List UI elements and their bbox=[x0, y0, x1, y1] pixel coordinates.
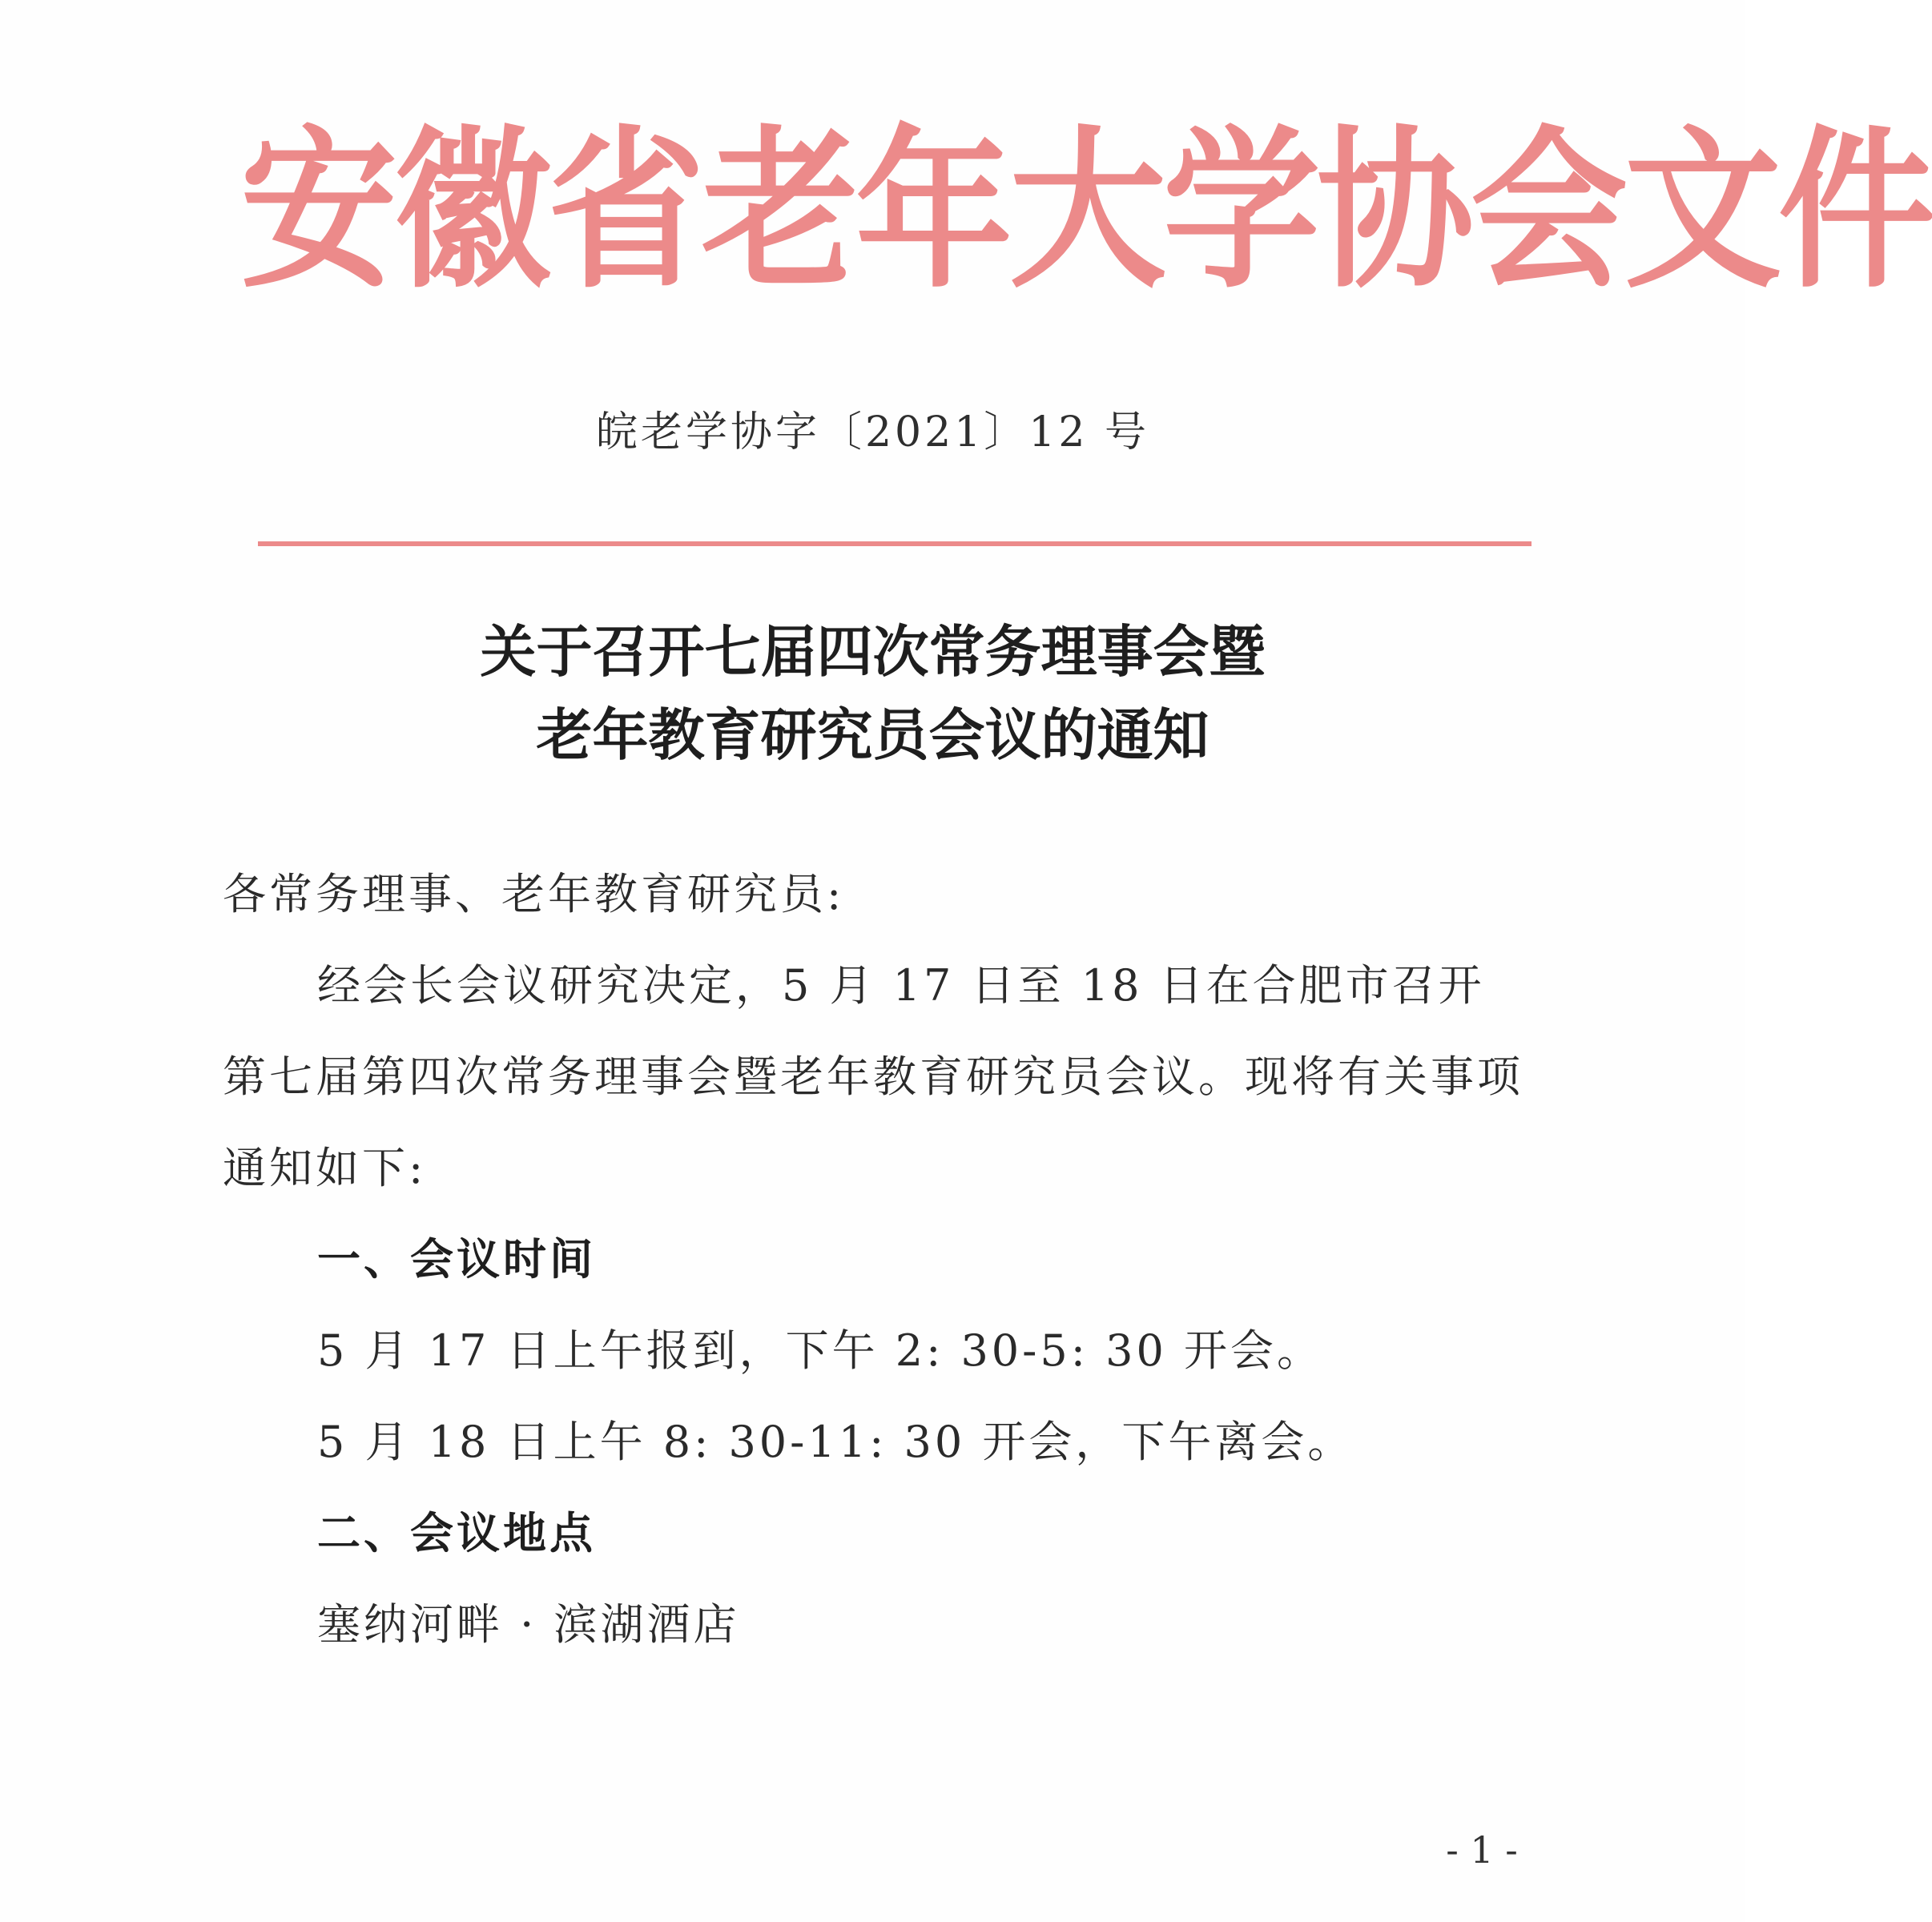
time-line-day2: 5 月 18 日上午 8: 30-11: 30 开会，下午离会。 bbox=[317, 1417, 1354, 1467]
document-title-line-2: 老年教育研究员会议的通知 bbox=[536, 702, 1210, 768]
page-number: - 1 - bbox=[1446, 1828, 1518, 1872]
org-header-title: 安徽省老年大学协会文件 bbox=[240, 109, 1932, 312]
salutation: 各常务理事、老年教育研究员: bbox=[223, 869, 845, 919]
time-line-day1: 5 月 17 日上午报到，下午 2: 30-5: 30 开会。 bbox=[317, 1325, 1323, 1376]
document-title-line-1: 关于召开七届四次常务理事会暨 bbox=[480, 618, 1266, 685]
location-line: 塞纳河畔 · 滨湖酒店 bbox=[317, 1599, 740, 1650]
red-divider-rule bbox=[258, 541, 1532, 546]
document-number: 皖老学协字〔2021〕12 号 bbox=[595, 408, 1150, 456]
document-title bbox=[0, 610, 1745, 777]
document-body bbox=[223, 849, 1528, 1671]
section-heading-location: 二、会议地点 bbox=[317, 1508, 596, 1558]
section-heading-time: 一、会议时间 bbox=[317, 1234, 596, 1285]
intro-paragraph: 经会长会议研究决定，5 月 17 日至 18 日在合肥市召开第七届第四次常务理事会暨老年教育研究员会议。现将有关事项通知如下: bbox=[223, 960, 1523, 1193]
